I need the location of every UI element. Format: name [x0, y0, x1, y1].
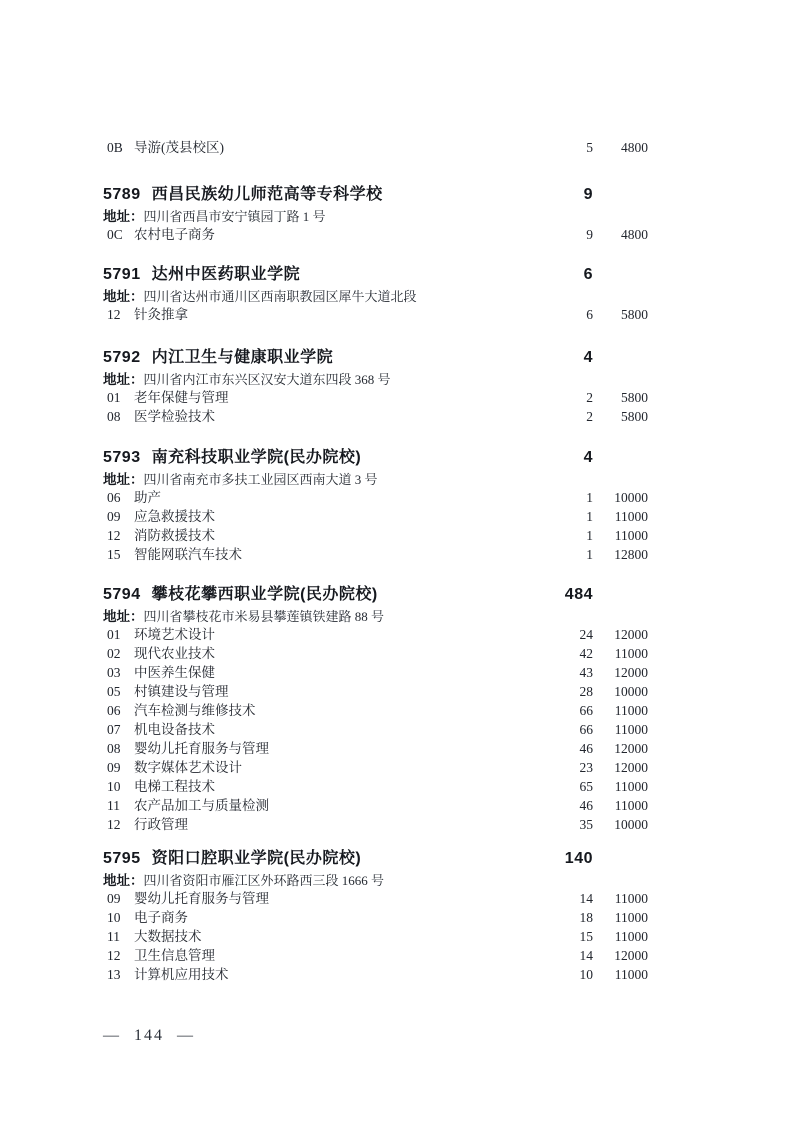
- major-row: [103, 739, 648, 758]
- major-name: 环境艺术设计: [134, 627, 215, 642]
- major-code: 12: [107, 528, 121, 543]
- school-total-quota: 4: [583, 349, 593, 366]
- major-code: 06: [107, 703, 121, 718]
- major-code: 12: [107, 948, 121, 963]
- major-row: [103, 701, 648, 720]
- major-quota: 5: [586, 140, 593, 155]
- major-row: [103, 488, 648, 507]
- major-name: 智能网联汽车技术: [134, 547, 242, 562]
- school-code: 5793: [103, 449, 141, 466]
- major-rows: [103, 625, 648, 834]
- major-code: 12: [107, 307, 121, 322]
- major-tuition: 11000: [614, 703, 648, 718]
- major-name: 针灸推拿: [134, 307, 188, 322]
- major-name: 消防救援技术: [134, 528, 215, 543]
- major-quota: 1: [586, 528, 593, 543]
- major-tuition: 10000: [614, 684, 648, 699]
- major-code: 13: [107, 967, 121, 982]
- address-text: 四川省攀枝花市米易县攀莲镇铁建路 88 号: [143, 609, 385, 624]
- school-total-quota: 6: [583, 266, 593, 283]
- major-tuition: 4800: [621, 140, 648, 155]
- school-code: 5795: [103, 850, 141, 867]
- major-code: 11: [107, 798, 120, 813]
- major-row: [103, 388, 648, 407]
- major-code: 08: [107, 409, 121, 424]
- major-row: [103, 526, 648, 545]
- address-label: 地址：: [103, 609, 144, 624]
- school-total-quota: 484: [564, 586, 593, 603]
- school-header: [103, 848, 648, 869]
- school-name: 资阳口腔职业学院(民办院校): [151, 850, 362, 867]
- major-quota: 1: [586, 547, 593, 562]
- major-tuition: 10000: [614, 817, 648, 832]
- major-row: [103, 507, 648, 526]
- major-row: [103, 720, 648, 739]
- major-row: [103, 138, 648, 157]
- major-name: 电梯工程技术: [134, 779, 215, 794]
- major-code: 0B: [107, 140, 123, 155]
- major-name: 婴幼儿托育服务与管理: [134, 741, 269, 756]
- major-quota: 1: [586, 509, 593, 524]
- school-header: [103, 264, 648, 285]
- major-rows: [103, 388, 648, 426]
- school-total-quota: 4: [583, 449, 593, 466]
- major-tuition: 11000: [614, 528, 648, 543]
- major-name: 医学检验技术: [134, 409, 215, 424]
- major-name: 老年保健与管理: [134, 390, 229, 405]
- major-code: 0C: [107, 227, 123, 242]
- major-rows: [103, 889, 648, 984]
- major-row: [103, 682, 648, 701]
- major-name: 中医养生保健: [134, 665, 215, 680]
- major-tuition: 12000: [614, 665, 648, 680]
- address-label: 地址：: [103, 472, 144, 487]
- major-name: 婴幼儿托育服务与管理: [134, 891, 269, 906]
- major-name: 机电设备技术: [134, 722, 215, 737]
- major-code: 05: [107, 684, 121, 699]
- major-row: [103, 927, 648, 946]
- school-code: 5789: [103, 186, 141, 203]
- school-address-row: [103, 471, 648, 488]
- major-tuition: 12800: [614, 547, 648, 562]
- address-text: 四川省西昌市安宁镇园丁路 1 号: [143, 209, 326, 224]
- school-block: [103, 184, 648, 244]
- major-tuition: 12000: [614, 948, 648, 963]
- major-code: 11: [107, 929, 120, 944]
- school-block: [103, 447, 648, 564]
- address-label: 地址：: [103, 289, 144, 304]
- school-name: 西昌民族幼儿师范高等专科学校: [151, 186, 383, 203]
- major-tuition: 11000: [614, 798, 648, 813]
- address-label: 地址：: [103, 209, 144, 224]
- address-text: 四川省内江市东兴区汉安大道东四段 368 号: [143, 372, 391, 387]
- major-rows: [103, 225, 648, 244]
- major-row: [103, 545, 648, 564]
- major-quota: 6: [586, 307, 593, 322]
- school-address-row: [103, 872, 648, 889]
- major-code: 09: [107, 891, 121, 906]
- major-quota: 15: [579, 929, 593, 944]
- major-name: 大数据技术: [134, 929, 202, 944]
- major-quota: 10: [579, 967, 593, 982]
- major-tuition: 11000: [614, 929, 648, 944]
- major-quota: 65: [579, 779, 593, 794]
- major-tuition: 11000: [614, 967, 648, 982]
- school-name: 攀枝花攀西职业学院(民办院校): [151, 586, 378, 603]
- major-quota: 66: [579, 703, 593, 718]
- footer-page-number: — 144 —: [103, 1027, 195, 1044]
- major-quota: 14: [579, 891, 593, 906]
- major-code: 10: [107, 910, 121, 925]
- school-code: 5791: [103, 266, 141, 283]
- school-name: 南充科技职业学院(民办院校): [151, 449, 362, 466]
- major-code: 01: [107, 627, 121, 642]
- school-address-row: [103, 208, 648, 225]
- major-quota: 23: [579, 760, 593, 775]
- major-code: 07: [107, 722, 121, 737]
- major-rows: [103, 488, 648, 564]
- major-quota: 35: [579, 817, 593, 832]
- major-code: 15: [107, 547, 121, 562]
- major-name: 村镇建设与管理: [134, 684, 229, 699]
- major-code: 01: [107, 390, 121, 405]
- major-row: [103, 625, 648, 644]
- school-code: 5794: [103, 586, 141, 603]
- major-tuition: 11000: [614, 722, 648, 737]
- major-quota: 2: [586, 390, 593, 405]
- school-code: 5792: [103, 349, 141, 366]
- major-name: 助产: [134, 490, 161, 505]
- major-quota: 66: [579, 722, 593, 737]
- major-tuition: 12000: [614, 760, 648, 775]
- major-quota: 24: [579, 627, 593, 642]
- major-row: [103, 758, 648, 777]
- school-block: [103, 848, 648, 984]
- major-name: 农产品加工与质量检测: [134, 798, 269, 813]
- school-header: [103, 184, 648, 205]
- major-row: [103, 796, 648, 815]
- major-name: 导游(茂县校区): [134, 140, 224, 155]
- major-name: 汽车检测与维修技术: [134, 703, 256, 718]
- major-row: [103, 644, 648, 663]
- major-row: [103, 663, 648, 682]
- major-code: 03: [107, 665, 121, 680]
- address-label: 地址：: [103, 873, 144, 888]
- school-name: 达州中医药职业学院: [151, 266, 301, 283]
- major-name: 应急救援技术: [134, 509, 215, 524]
- school-total-quota: 9: [583, 186, 593, 203]
- address-text: 四川省南充市多扶工业园区西南大道 3 号: [143, 472, 378, 487]
- school-header: [103, 347, 648, 368]
- major-quota: 46: [579, 798, 593, 813]
- school-block: [103, 264, 648, 324]
- major-quota: 18: [579, 910, 593, 925]
- major-code: 09: [107, 760, 121, 775]
- major-name: 农村电子商务: [134, 227, 215, 242]
- major-row: [103, 908, 648, 927]
- major-row: [103, 777, 648, 796]
- major-quota: 1: [586, 490, 593, 505]
- major-tuition: 11000: [614, 910, 648, 925]
- address-label: 地址：: [103, 372, 144, 387]
- major-name: 计算机应用技术: [134, 967, 229, 982]
- major-quota: 28: [579, 684, 593, 699]
- major-name: 行政管理: [134, 817, 188, 832]
- page-content: [103, 0, 648, 1123]
- school-address-row: [103, 608, 648, 625]
- major-code: 09: [107, 509, 121, 524]
- major-rows: [103, 305, 648, 324]
- school-block: [103, 584, 648, 834]
- major-tuition: 4800: [621, 227, 648, 242]
- major-tuition: 12000: [614, 741, 648, 756]
- major-tuition: 5800: [621, 307, 648, 322]
- major-quota: 42: [579, 646, 593, 661]
- major-name: 电子商务: [134, 910, 188, 925]
- major-quota: 43: [579, 665, 593, 680]
- major-tuition: 11000: [614, 779, 648, 794]
- school-address-row: [103, 288, 648, 305]
- major-tuition: 11000: [614, 509, 648, 524]
- continued-major-rows: [103, 138, 648, 157]
- school-name: 内江卫生与健康职业学院: [151, 349, 334, 366]
- major-code: 10: [107, 779, 121, 794]
- major-row: [103, 225, 648, 244]
- major-quota: 2: [586, 409, 593, 424]
- school-address-row: [103, 371, 648, 388]
- major-row: [103, 889, 648, 908]
- address-text: 四川省资阳市雁江区外环路西三段 1666 号: [143, 873, 385, 888]
- address-text: 四川省达州市通川区西南职教园区犀牛大道北段: [143, 289, 417, 304]
- major-code: 06: [107, 490, 121, 505]
- major-tuition: 10000: [614, 490, 648, 505]
- major-name: 数字媒体艺术设计: [134, 760, 242, 775]
- major-tuition: 5800: [621, 409, 648, 424]
- major-row: [103, 305, 648, 324]
- major-row: [103, 965, 648, 984]
- major-row: [103, 815, 648, 834]
- school-total-quota: 140: [564, 850, 593, 867]
- school-header: [103, 447, 648, 468]
- major-row: [103, 407, 648, 426]
- major-tuition: 12000: [614, 627, 648, 642]
- major-name: 卫生信息管理: [134, 948, 215, 963]
- major-quota: 14: [579, 948, 593, 963]
- major-tuition: 11000: [614, 646, 648, 661]
- major-code: 08: [107, 741, 121, 756]
- major-tuition: 5800: [621, 390, 648, 405]
- major-name: 现代农业技术: [134, 646, 215, 661]
- school-block: [103, 347, 648, 426]
- major-code: 02: [107, 646, 121, 661]
- major-row: [103, 946, 648, 965]
- page-footer: [103, 1026, 195, 1045]
- major-tuition: 11000: [614, 891, 648, 906]
- major-quota: 46: [579, 741, 593, 756]
- major-quota: 9: [586, 227, 593, 242]
- school-header: [103, 584, 648, 605]
- major-code: 12: [107, 817, 121, 832]
